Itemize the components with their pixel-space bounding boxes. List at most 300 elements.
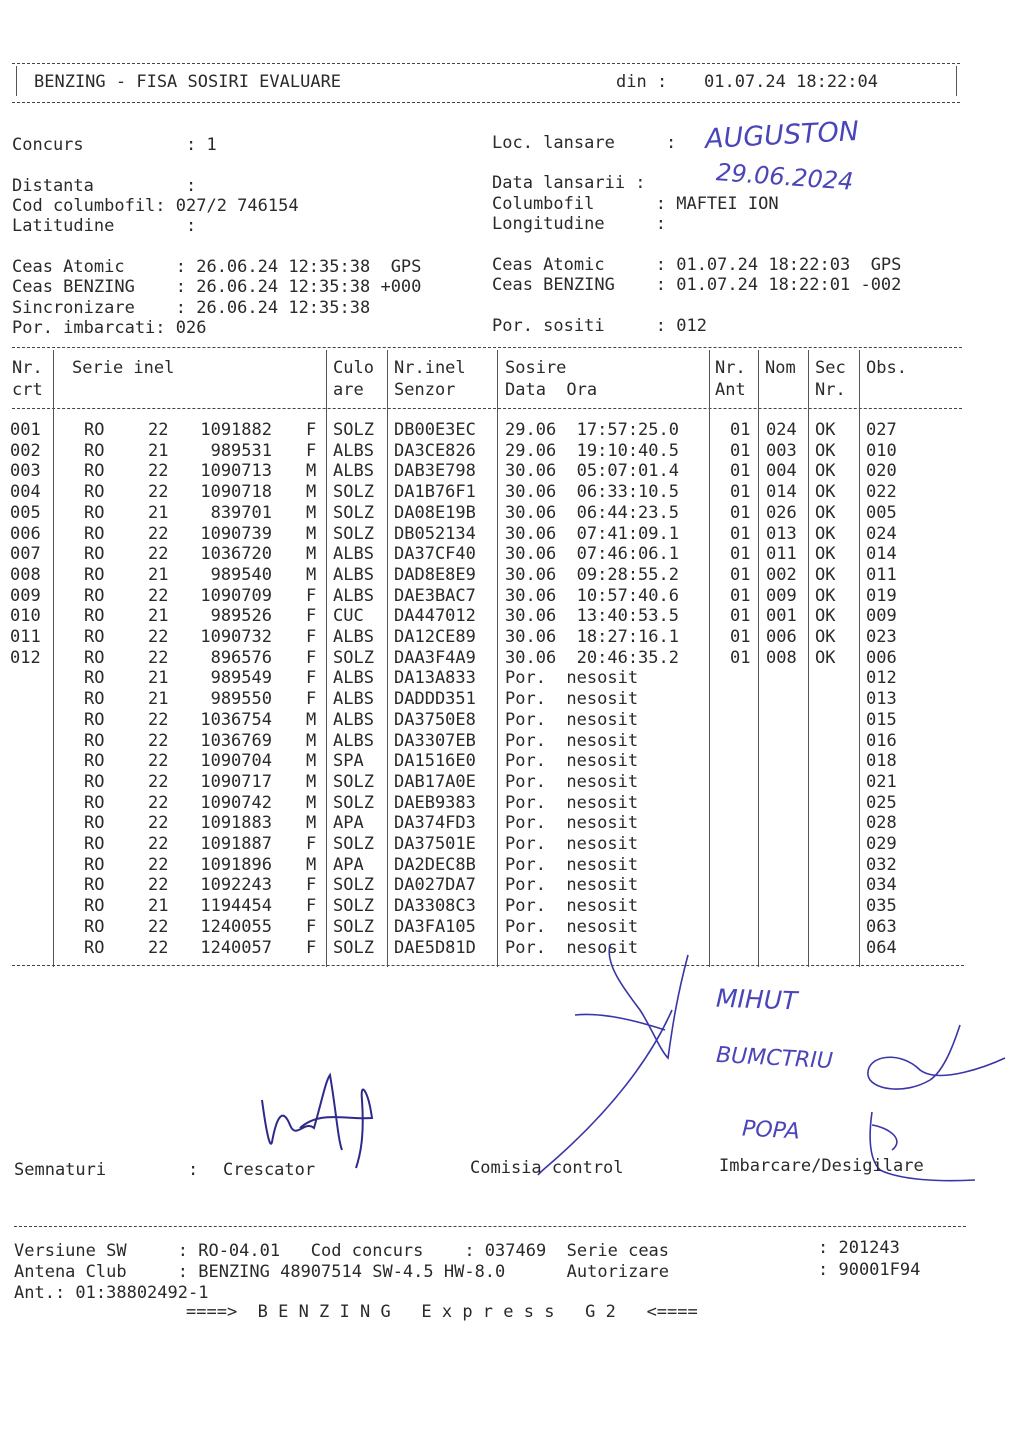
cell-nom: 011	[766, 544, 797, 565]
col-nrant-header: Nr.	[715, 358, 746, 378]
cell-an: 22	[148, 523, 169, 544]
cell-obs: 034	[866, 875, 897, 896]
cell-ant: 01	[730, 420, 751, 440]
cell-sex: F	[306, 668, 317, 689]
cell-senzor: DA3CE826	[394, 440, 476, 461]
distanta-line: Distanta :	[12, 176, 197, 196]
cell-an: 22	[148, 482, 169, 503]
cell-sosire: Por. nesosit	[505, 689, 639, 710]
cell-tara: RO	[84, 771, 105, 792]
cell-inel: 1240057	[200, 937, 272, 958]
cell-tara: RO	[84, 482, 105, 503]
cell-obs: 018	[866, 751, 897, 772]
cell-sosire: 30.06 06:33:10.5	[505, 482, 679, 503]
cell-culoare: SPA	[333, 751, 364, 772]
cell-culoare: CUC	[333, 606, 364, 627]
cell-ant: 01	[730, 627, 751, 647]
cell-sex: M	[306, 854, 317, 875]
cell-sex: F	[306, 647, 317, 668]
ceas-benzing-end: Ceas BENZING : 01.07.24 18:22:01 -002	[492, 275, 902, 295]
crescator-label: Crescator	[223, 1160, 316, 1180]
cell-an: 22	[148, 854, 169, 875]
cell-inel: 1091887	[200, 834, 272, 854]
cell-nom: 014	[766, 482, 797, 503]
cell-inel: 1036769	[200, 730, 272, 751]
cell-obs: 029	[866, 834, 897, 854]
cell-obs: 009	[866, 606, 897, 627]
cell-sec: OK	[815, 440, 836, 461]
document-title: BENZING - FISA SOSIRI EVALUARE	[34, 72, 342, 92]
cell-culoare: SOLZ	[333, 834, 374, 854]
cell-senzor: DA1516E0	[394, 751, 476, 772]
cell-sex: M	[306, 482, 317, 503]
cell-sosire: Por. nesosit	[505, 854, 639, 875]
cell-an: 21	[148, 896, 169, 917]
cell-sosire: Por. nesosit	[505, 896, 639, 917]
cell-tara: RO	[84, 813, 105, 834]
cell-obs: 032	[866, 854, 897, 875]
footer-autorizare: : 90001F94	[818, 1260, 921, 1280]
cell-sex: F	[306, 937, 317, 958]
col-nrinel-header: Nr.inel	[394, 358, 466, 378]
cell-nom: 026	[766, 502, 797, 523]
col-sosire-header-2: Data Ora	[505, 380, 598, 400]
cell-tara: RO	[84, 916, 105, 937]
cell-obs: 005	[866, 502, 897, 523]
cell-senzor: DA1B76F1	[394, 482, 476, 503]
cell-sosire: Por. nesosit	[505, 668, 639, 689]
cell-sosire: Por. nesosit	[505, 813, 639, 834]
cell-sosire: 29.06 19:10:40.5	[505, 440, 679, 461]
cell-sosire: Por. nesosit	[505, 771, 639, 792]
cell-sex: M	[306, 523, 317, 544]
cell-tara: RO	[84, 875, 105, 896]
cell-nr: 007	[10, 544, 41, 565]
cell-ant: 01	[730, 606, 751, 627]
cell-senzor: DA447012	[394, 606, 476, 627]
cell-tara: RO	[84, 668, 105, 689]
cell-tara: RO	[84, 709, 105, 730]
cell-an: 22	[148, 751, 169, 772]
cell-tara: RO	[84, 792, 105, 813]
cell-obs: 023	[866, 627, 897, 647]
cell-culoare: ALBS	[333, 585, 374, 606]
cell-culoare: SOLZ	[333, 502, 374, 523]
cell-obs: 021	[866, 771, 897, 792]
cell-nr: 009	[10, 585, 41, 606]
cell-sosire: Por. nesosit	[505, 937, 639, 958]
cell-obs: 016	[866, 730, 897, 751]
cell-nom: 008	[766, 647, 797, 668]
cell-culoare: ALBS	[333, 627, 374, 647]
cell-senzor: DB052134	[394, 523, 476, 544]
cell-culoare: ALBS	[333, 730, 374, 751]
cell-tara: RO	[84, 523, 105, 544]
cell-tara: RO	[84, 502, 105, 523]
cell-sosire: 30.06 13:40:53.5	[505, 606, 679, 627]
cell-tara: RO	[84, 751, 105, 772]
ceas-atomic-end: Ceas Atomic : 01.07.24 18:22:03 GPS	[492, 255, 902, 275]
semnaturi-label: Semnaturi	[14, 1160, 107, 1180]
cell-obs: 019	[866, 585, 897, 606]
cell-nom: 004	[766, 461, 797, 482]
cell-inel: 1092243	[200, 875, 272, 896]
cell-senzor: DA13A833	[394, 668, 476, 689]
cell-an: 22	[148, 730, 169, 751]
cell-senzor: DA374FD3	[394, 813, 476, 834]
col-obs-header: Obs.	[866, 358, 907, 378]
cell-nr: 004	[10, 482, 41, 503]
cell-tara: RO	[84, 606, 105, 627]
cell-nom: 024	[766, 420, 797, 440]
col-nom-header: Nom	[765, 358, 796, 378]
col-sosire-header: Sosire	[505, 358, 567, 378]
cell-ant: 01	[730, 523, 751, 544]
handwritten-name-2: BUMCTRIU	[715, 1042, 834, 1075]
cell-an: 22	[148, 420, 169, 440]
cell-senzor: DAD8E8E9	[394, 564, 476, 585]
cell-ant: 01	[730, 440, 751, 461]
cell-sec: OK	[815, 461, 836, 482]
loc-lansare-line: Loc. lansare :	[492, 133, 677, 153]
footer-banner: ====> B E N Z I N G E x p r e s s G 2 <====	[186, 1302, 698, 1322]
cell-senzor: DA37501E	[394, 834, 476, 854]
cell-sex: F	[306, 585, 317, 606]
cell-an: 21	[148, 502, 169, 523]
cell-senzor: DA3307EB	[394, 730, 476, 751]
cell-obs: 035	[866, 896, 897, 917]
cell-nom: 002	[766, 564, 797, 585]
cell-culoare: SOLZ	[333, 482, 374, 503]
cell-tara: RO	[84, 544, 105, 565]
cell-sosire: 30.06 07:46:06.1	[505, 544, 679, 565]
cell-ant: 01	[730, 647, 751, 668]
cell-ant: 01	[730, 482, 751, 503]
cell-culoare: SOLZ	[333, 875, 374, 896]
cell-sex: F	[306, 440, 317, 461]
cell-inel: 839701	[210, 502, 272, 523]
cell-an: 22	[148, 834, 169, 854]
sincronizare-line: Sincronizare : 26.06.24 12:35:38	[12, 298, 371, 318]
signature-comisia	[538, 945, 688, 1175]
col-nrant-header-2: Ant	[715, 380, 746, 400]
por-sositi-line: Por. sositi : 012	[492, 316, 707, 336]
cell-sec: OK	[815, 585, 836, 606]
cell-obs: 025	[866, 792, 897, 813]
din-label: din :	[616, 72, 668, 92]
cell-tara: RO	[84, 854, 105, 875]
cell-culoare: SOLZ	[333, 916, 374, 937]
cell-senzor: DA3750E8	[394, 709, 476, 730]
cell-sosire: Por. nesosit	[505, 875, 639, 896]
col-sec-header-2: Nr.	[815, 380, 846, 400]
cell-culoare: APA	[333, 854, 364, 875]
por-imbarcati-line: Por. imbarcati: 026	[12, 318, 207, 338]
cell-an: 22	[148, 937, 169, 958]
cell-inel: 1091883	[200, 813, 272, 834]
handwritten-data-lansarii: 29.06.2024	[715, 158, 855, 196]
cell-sex: M	[306, 502, 317, 523]
cell-culoare: SOLZ	[333, 937, 374, 958]
cell-senzor: DA3308C3	[394, 896, 476, 917]
cell-nr: 011	[10, 627, 41, 647]
cell-obs: 014	[866, 544, 897, 565]
footer-line-2: Antena Club : BENZING 48907514 SW-4.5 HW-8.0 Autorizare	[14, 1262, 670, 1282]
cell-sosire: Por. nesosit	[505, 792, 639, 813]
cell-sex: M	[306, 813, 317, 834]
col-culoare-header-2: are	[333, 380, 364, 400]
cell-sec: OK	[815, 627, 836, 647]
cell-tara: RO	[84, 627, 105, 647]
cell-inel: 1090718	[200, 482, 272, 503]
cell-inel: 1090713	[200, 461, 272, 482]
cell-sex: F	[306, 606, 317, 627]
cell-sec: OK	[815, 482, 836, 503]
cell-senzor: DAE3BAC7	[394, 585, 476, 606]
col-culoare-header: Culo	[333, 358, 374, 378]
comisia-label: Comisia control	[470, 1158, 624, 1178]
cell-an: 22	[148, 544, 169, 565]
cell-sosire: 30.06 07:41:09.1	[505, 523, 679, 544]
cell-sex: M	[306, 730, 317, 751]
longitudine-line: Longitudine :	[492, 214, 666, 234]
cell-sec: OK	[815, 606, 836, 627]
cell-tara: RO	[84, 461, 105, 482]
cell-tara: RO	[84, 585, 105, 606]
cell-obs: 015	[866, 709, 897, 730]
cell-senzor: DB00E3EC	[394, 420, 476, 440]
cell-nr: 010	[10, 606, 41, 627]
signature-crescator	[262, 1075, 372, 1168]
cell-senzor: DAEB9383	[394, 792, 476, 813]
cell-sex: M	[306, 751, 317, 772]
cell-tara: RO	[84, 937, 105, 958]
cell-obs: 020	[866, 461, 897, 482]
cell-senzor: DADDD351	[394, 689, 476, 710]
cell-sex: F	[306, 420, 317, 440]
cell-sosire: 30.06 20:46:35.2	[505, 647, 679, 668]
cell-nom: 013	[766, 523, 797, 544]
signature-right-1	[868, 1025, 1005, 1089]
cell-tara: RO	[84, 730, 105, 751]
cell-sosire: 30.06 09:28:55.2	[505, 564, 679, 585]
cell-sex: F	[306, 916, 317, 937]
cell-sosire: 30.06 06:44:23.5	[505, 502, 679, 523]
concurs-line: Concurs : 1	[12, 135, 217, 155]
cell-sosire: Por. nesosit	[505, 834, 639, 854]
cell-inel: 1090742	[200, 792, 272, 813]
cell-tara: RO	[84, 420, 105, 440]
cod-columbofil-line: Cod columbofil: 027/2 746154	[12, 196, 299, 216]
cell-sex: M	[306, 792, 317, 813]
cell-culoare: ALBS	[333, 709, 374, 730]
cell-an: 22	[148, 875, 169, 896]
imbarcare-label: Imbarcare/Desigilare	[719, 1156, 924, 1176]
cell-inel: 896576	[210, 647, 272, 668]
cell-an: 22	[148, 461, 169, 482]
cell-nr: 005	[10, 502, 41, 523]
din-value: 01.07.24 18:22:04	[704, 72, 878, 92]
cell-sex: F	[306, 875, 317, 896]
col-nr-header-2: crt	[12, 380, 43, 400]
cell-nr: 001	[10, 420, 41, 440]
cell-nr: 008	[10, 564, 41, 585]
col-sec-header: Sec	[815, 358, 846, 378]
cell-sosire: 30.06 10:57:40.6	[505, 585, 679, 606]
cell-inel: 989526	[210, 606, 272, 627]
cell-ant: 01	[730, 564, 751, 585]
cell-ant: 01	[730, 461, 751, 482]
cell-senzor: DA027DA7	[394, 875, 476, 896]
cell-obs: 006	[866, 647, 897, 668]
cell-nr: 012	[10, 647, 41, 668]
cell-nr: 003	[10, 461, 41, 482]
cell-tara: RO	[84, 647, 105, 668]
cell-sosire: Por. nesosit	[505, 751, 639, 772]
footer-rule	[14, 1226, 966, 1227]
cell-nr: 002	[10, 440, 41, 461]
cell-sex: F	[306, 896, 317, 917]
cell-senzor: DAE5D81D	[394, 937, 476, 958]
footer-line-3: Ant.: 01:38802492-1	[14, 1283, 209, 1303]
cell-inel: 1091882	[200, 420, 272, 440]
cell-nom: 001	[766, 606, 797, 627]
cell-sex: M	[306, 461, 317, 482]
cell-an: 22	[148, 771, 169, 792]
col-nr-header: Nr.	[12, 358, 43, 378]
cell-sex: M	[306, 564, 317, 585]
latitudine-line: Latitudine :	[12, 216, 197, 236]
cell-senzor: DAA3F4A9	[394, 647, 476, 668]
cell-inel: 1090732	[200, 627, 272, 647]
cell-an: 21	[148, 689, 169, 710]
cell-culoare: SOLZ	[333, 420, 374, 440]
cell-inel: 1090704	[200, 751, 272, 772]
cell-tara: RO	[84, 896, 105, 917]
cell-senzor: DA08E19B	[394, 502, 476, 523]
cell-nom: 006	[766, 627, 797, 647]
footer-line-1: Versiune SW : RO-04.01 Cod concurs : 037469 Serie ceas	[14, 1241, 670, 1261]
ceas-benzing-start: Ceas BENZING : 26.06.24 12:35:38 +000	[12, 277, 422, 297]
cell-nom: 009	[766, 585, 797, 606]
cell-obs: 064	[866, 937, 897, 958]
cell-culoare: SOLZ	[333, 647, 374, 668]
cell-culoare: ALBS	[333, 440, 374, 461]
cell-inel: 1090717	[200, 771, 272, 792]
cell-obs: 022	[866, 482, 897, 503]
data-lansarii-line: Data lansarii :	[492, 173, 646, 193]
cell-culoare: ALBS	[333, 544, 374, 565]
cell-culoare: SOLZ	[333, 523, 374, 544]
cell-an: 21	[148, 564, 169, 585]
cell-tara: RO	[84, 564, 105, 585]
ceas-atomic-start: Ceas Atomic : 26.06.24 12:35:38 GPS	[12, 257, 422, 277]
cell-culoare: ALBS	[333, 668, 374, 689]
cell-an: 22	[148, 709, 169, 730]
cell-inel: 989549	[210, 668, 272, 689]
cell-ant: 01	[730, 544, 751, 565]
cell-senzor: DAB17A0E	[394, 771, 476, 792]
cell-sosire: Por. nesosit	[505, 709, 639, 730]
handwritten-name-1: MIHUT	[715, 983, 798, 1016]
cell-tara: RO	[84, 440, 105, 461]
cell-culoare: APA	[333, 813, 364, 834]
cell-culoare: SOLZ	[333, 792, 374, 813]
cell-senzor: DA3FA105	[394, 916, 476, 937]
semnaturi-colon: :	[188, 1160, 199, 1180]
footer-serie-ceas: : 201243	[818, 1238, 900, 1258]
cell-obs: 024	[866, 523, 897, 544]
cell-an: 22	[148, 916, 169, 937]
cell-sex: M	[306, 709, 317, 730]
cell-sex: M	[306, 771, 317, 792]
col-nrinel-header-2: Senzor	[394, 380, 456, 400]
cell-senzor: DA37CF40	[394, 544, 476, 565]
col-serie-header: Serie inel	[72, 358, 175, 378]
handwritten-loc-lansare: AUGUSTON	[704, 115, 860, 156]
cell-obs: 027	[866, 420, 897, 440]
cell-obs: 012	[866, 668, 897, 689]
cell-inel: 989540	[210, 564, 272, 585]
cell-obs: 063	[866, 916, 897, 937]
cell-ant: 01	[730, 502, 751, 523]
cell-obs: 028	[866, 813, 897, 834]
cell-an: 21	[148, 440, 169, 461]
cell-inel: 1036754	[200, 709, 272, 730]
cell-culoare: SOLZ	[333, 896, 374, 917]
cell-inel: 1240055	[200, 916, 272, 937]
cell-inel: 989531	[210, 440, 272, 461]
cell-an: 22	[148, 585, 169, 606]
cell-an: 22	[148, 792, 169, 813]
cell-inel: 1090739	[200, 523, 272, 544]
cell-tara: RO	[84, 689, 105, 710]
cell-sosire: 29.06 17:57:25.0	[505, 420, 679, 440]
cell-sosire: Por. nesosit	[505, 916, 639, 937]
cell-obs: 010	[866, 440, 897, 461]
cell-inel: 989550	[210, 689, 272, 710]
cell-obs: 011	[866, 564, 897, 585]
cell-nom: 003	[766, 440, 797, 461]
cell-obs: 013	[866, 689, 897, 710]
cell-culoare: ALBS	[333, 461, 374, 482]
cell-sex: F	[306, 834, 317, 854]
cell-sex: F	[306, 689, 317, 710]
cell-sec: OK	[815, 647, 836, 668]
cell-sosire: Por. nesosit	[505, 730, 639, 751]
cell-sosire: 30.06 18:27:16.1	[505, 627, 679, 647]
cell-an: 22	[148, 627, 169, 647]
cell-senzor: DAB3E798	[394, 461, 476, 482]
cell-an: 22	[148, 647, 169, 668]
cell-an: 22	[148, 813, 169, 834]
cell-culoare: SOLZ	[333, 771, 374, 792]
cell-sec: OK	[815, 502, 836, 523]
columbofil-line: Columbofil : MAFTEI ION	[492, 194, 779, 214]
cell-sex: M	[306, 544, 317, 565]
cell-sec: OK	[815, 544, 836, 565]
cell-inel: 1036720	[200, 544, 272, 565]
handwritten-name-3: POPA	[741, 1116, 801, 1145]
cell-tara: RO	[84, 834, 105, 854]
cell-culoare: ALBS	[333, 689, 374, 710]
cell-an: 21	[148, 668, 169, 689]
cell-sec: OK	[815, 523, 836, 544]
cell-sosire: 30.06 05:07:01.4	[505, 461, 679, 482]
cell-ant: 01	[730, 585, 751, 606]
cell-senzor: DA2DEC8B	[394, 854, 476, 875]
cell-inel: 1091896	[200, 854, 272, 875]
